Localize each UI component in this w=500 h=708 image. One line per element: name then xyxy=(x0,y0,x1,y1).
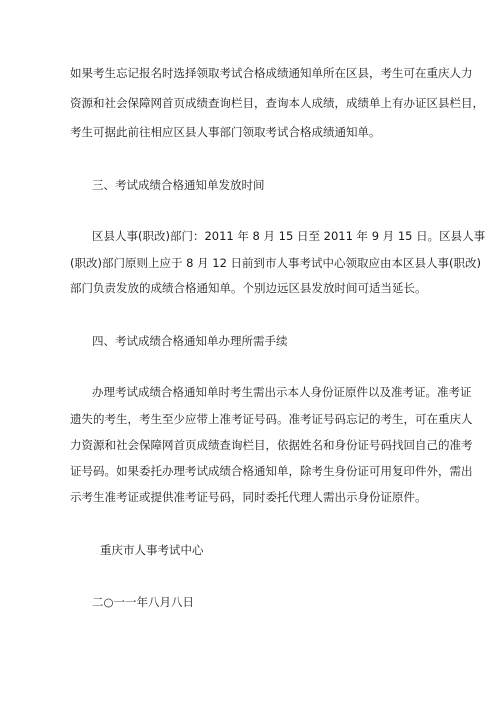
paragraph-line: 遗失的考生，考生至少应带上准考证号码。准考证号码忘记的考生，可在重庆人 xyxy=(70,412,473,426)
paragraph-line: 示考生准考证或提供准考证号码，同时委托代理人需出示身份证原件。 xyxy=(70,490,427,504)
section-heading: 三、考试成绩合格通知单发放时间 xyxy=(92,178,265,192)
paragraph-line: 区县人事(职改)部门：2011 年 8 月 15 日至 2011 年 9 月 15 日。区县人事 xyxy=(92,229,486,243)
paragraph-line: 如果考生忘记报名时选择领取考试合格成绩通知单所在区县，考生可在重庆人力 xyxy=(70,66,473,80)
paragraph-line: 办理考试成绩合格通知单时考生需出示本人身份证原件以及准考证。准考证 xyxy=(92,385,472,399)
signature: 重庆市人事考试中心 xyxy=(100,543,204,557)
section-heading: 四、考试成绩合格通知单办理所需手续 xyxy=(92,334,288,348)
paragraph-line: (职改)部门原则上应于 8 月 12 日前到市人事考试中心领取应由本区县人事(职改) xyxy=(70,256,482,270)
paragraph-line: 力资源和社会保障网首页成绩查询栏目，依据姓名和身份证号码找回自己的准考 xyxy=(70,438,473,452)
document-date: 二○一一年八月八日 xyxy=(92,595,195,609)
paragraph-line: 考生可据此前往相应区县人事部门领取考试合格成绩通知单。 xyxy=(70,125,381,139)
paragraph-line: 部门负责发放的成绩合格通知单。个别边远区县发放时间可适当延长。 xyxy=(70,281,427,295)
paragraph-line: 资源和社会保障网首页成绩查询栏目，查询本人成绩，成绩单上有办证区县栏目， xyxy=(70,96,484,110)
paragraph-line: 证号码。如果委托办理考试成绩合格通知单，除考生身份证可用复印件外，需出 xyxy=(70,464,473,478)
